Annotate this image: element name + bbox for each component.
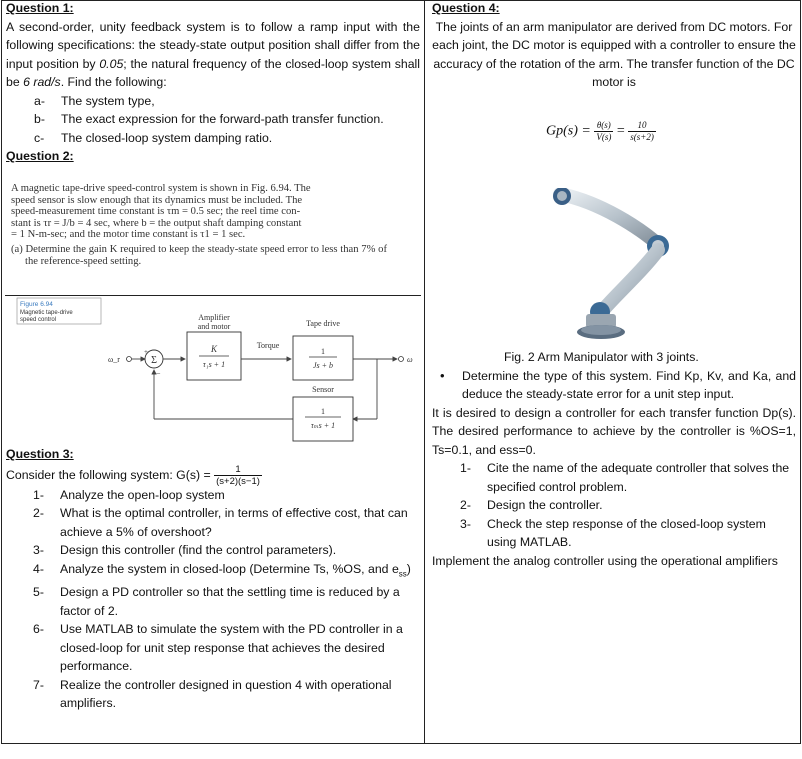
- q3-item: 7- Realize the controller designed in question 4 with operational amplifiers.: [33, 677, 392, 711]
- q2-textbook-excerpt: [5, 179, 421, 447]
- q4-item: 1- Cite the name of the adequate controller that solves the specified control problem.: [460, 461, 790, 494]
- input-label: ω_r: [108, 355, 120, 364]
- tape-denominator: Js + b: [312, 361, 334, 370]
- amp-numerator: K: [210, 344, 218, 354]
- q3-heading: Question 3:: [6, 447, 74, 461]
- q2-problem-text: [5, 179, 421, 267]
- q3-list: [6, 486, 420, 713]
- q3-transfer-function: $\frac{1}{(s+2)(s-1)}$: [216, 463, 260, 487]
- q2-text-line: speed-measurement time constant is τm = 0.5 sec; the reel time con-: [11, 206, 301, 218]
- sensor-denominator: τₘs + 1: [310, 421, 336, 430]
- output-label: ω: [407, 355, 413, 364]
- q3-item: 5- Design a PD controller so that the settling time is reduced by a factor of 2.: [33, 585, 400, 618]
- bullet-dot: •: [440, 367, 445, 383]
- tape-numerator: 1: [321, 347, 325, 356]
- q1-heading: Question 1:: [6, 1, 74, 15]
- amp-title: and motor: [197, 322, 231, 331]
- figure-caption-line: Magnetic tape-drive: [20, 310, 73, 316]
- q4-bullet: • Determine the type of this system. Find Kp, Kv, and Ka, and deduce the steady-state error for a unit step input.: [432, 367, 796, 404]
- q2-heading: Question 2:: [6, 149, 74, 163]
- q2-text-line: stant is τr = J/b = 4 sec, where b = the output shaft damping constant: [11, 217, 302, 229]
- q3-item: 4- Analyze the system in closed-loop (Determine Ts, %OS, and $e_{ss}$): [33, 561, 411, 578]
- sum-symbol: Σ: [151, 355, 157, 366]
- q3-item: 2- What is the optimal controller, in terms of effective cost, that can achieve a 5% of overshoot?: [33, 506, 408, 539]
- q2-part-a: (a) Determine the gain K required to keep the steady-state speed error to less than 7% of the reference-speed setting.: [11, 243, 387, 267]
- q3-intro: Consider the following system: G(s) = $\frac{1}{(s+2)(s-1)}$: [6, 463, 260, 487]
- q1-item: b- The exact expression for the forward-path transfer function.: [34, 112, 384, 126]
- q4-list: [432, 459, 796, 552]
- sensor-numerator: 1: [321, 407, 325, 416]
- q4-motor-tf: Gp(s) = $\frac{\theta(s)}{V(s)}$ = $\frac{10}{s(s+2)}$: [546, 119, 654, 142]
- left-column: [6, 0, 420, 166]
- q3-item: 3- Design this controller (find the control parameters).: [33, 543, 337, 557]
- sensor-block: [293, 397, 353, 441]
- tf-value: $\frac{10}{s(s+2)}$: [630, 119, 654, 142]
- q4-closing: Implement the analog controller using the operational amplifiers: [432, 553, 778, 568]
- torque-label: Torque: [256, 341, 280, 350]
- figure-caption-line: speed control: [20, 317, 57, 323]
- q2-text-line: = 1 N-m-sec; and the motor time constant is τ1 = 1 sec.: [11, 229, 246, 241]
- tf-ratio: $\frac{\theta(s)}{V(s)}$: [596, 119, 612, 142]
- q2-text-line: speed sensor is slow enough that its dynamics must be included. The: [11, 194, 303, 206]
- q4-heading: Question 4:: [432, 1, 500, 15]
- robot-arm-image: [540, 188, 692, 342]
- q3-item: 6- Use MATLAB to simulate the system with the PD controller in a closed-loop for unit step response that achieves the desired performance.: [33, 622, 403, 674]
- input-node: [127, 357, 132, 362]
- right-column: [432, 0, 796, 143]
- figure-caption-line: Figure 6.94: [20, 301, 53, 308]
- q4-design-para: It is desired to design a controller for each transfer function Dp(s). The desired performance to achieve by the controller is %OS=1, Ts=0.1, and ess=0.: [432, 405, 796, 457]
- sum-minus-sign: −: [156, 369, 161, 378]
- q2-text-line: A magnetic tape-drive speed-control system is shown in Fig. 6.94. The: [11, 183, 311, 194]
- q3-section: [6, 445, 420, 713]
- tape-title: Tape drive: [306, 319, 340, 328]
- amp-denominator: τ₁s + 1: [202, 360, 226, 369]
- tape-drive-block: [293, 336, 353, 380]
- column-divider: [424, 0, 425, 744]
- q3-item: 1- Analyze the open-loop system: [33, 487, 225, 502]
- sensor-title: Sensor: [312, 385, 334, 394]
- q1-item: a- The system type,: [34, 93, 155, 108]
- q1-item: c- The closed-loop system damping ratio.: [34, 130, 273, 145]
- q1-intro: A second-order, unity feedback system is to follow a ramp input with the following specifications: the steady-state output position shall differ from the input position by 0.05; the natural frequency of the closed-loop system shall be 6 rad/s. Find the following:: [6, 19, 420, 89]
- fig2-caption: Fig. 2 Arm Manipulator with 3 joints.: [504, 350, 699, 364]
- sum-plus-sign: +: [144, 348, 148, 356]
- q2-block-diagram: [5, 295, 421, 445]
- q4-item: 3- Check the step response of the closed-loop system using MATLAB.: [460, 516, 766, 549]
- output-node: [399, 357, 404, 362]
- amp-title: Amplifier: [198, 313, 230, 322]
- q4-intro: The joints of an arm manipulator are derived from DC motors. For each joint, the DC motor is equipped with a controller to ensure the accuracy of the rotation of the arm. The transfer function of the DC motor is: [432, 19, 796, 89]
- q1-list: [6, 92, 420, 148]
- q4-lower: [432, 348, 796, 570]
- q4-item: 2- Design the controller.: [460, 498, 603, 512]
